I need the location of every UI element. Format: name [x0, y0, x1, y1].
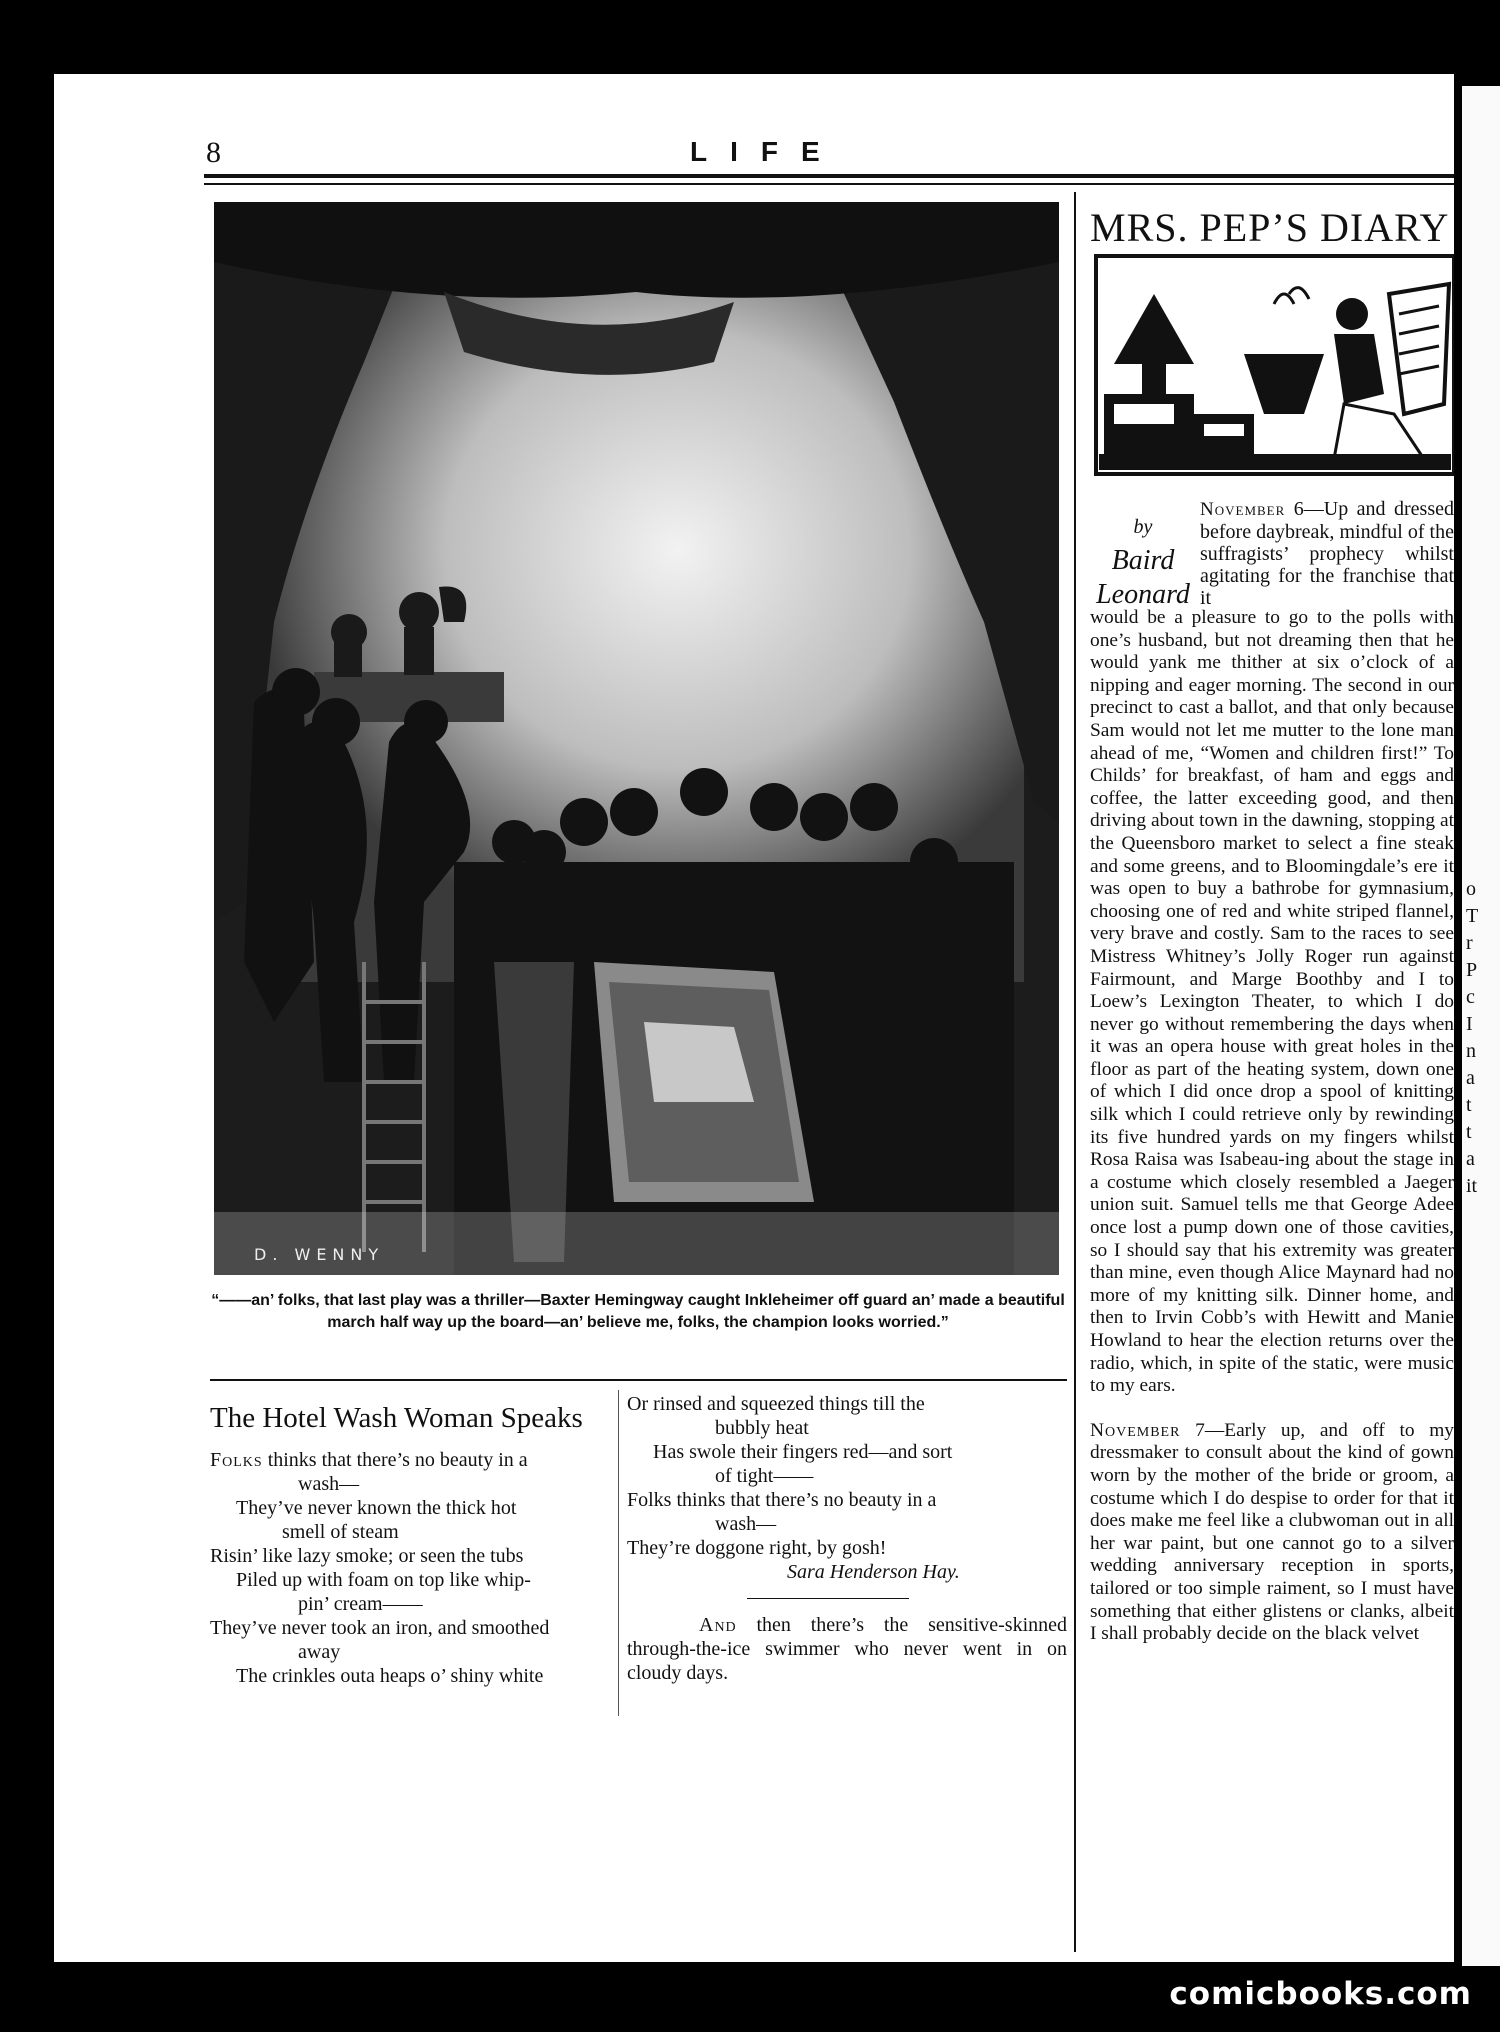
poem-line: They’ve never known the thick hot [236, 1497, 517, 1519]
poem-line: bubbly heat [715, 1417, 809, 1439]
adjacent-page-edge: o T r P c I n a t t a it [1462, 86, 1500, 1966]
poem-line: The crinkles outa heaps o’ shiny white [236, 1665, 544, 1687]
poem-line: Has swole their fingers red—and sort [653, 1441, 953, 1463]
byline-by: by [1133, 516, 1153, 538]
short-divider [747, 1598, 909, 1599]
poem-line: They’re doggone right, by gosh! [627, 1537, 887, 1559]
header-rule-thin [204, 183, 1454, 185]
entry-date-month: November [1090, 1419, 1181, 1441]
entry-date-month: November [1200, 499, 1286, 520]
column-rule [1074, 192, 1076, 1952]
artist-signature: D. WENNY [254, 1245, 385, 1264]
poem-title: The Hotel Wash Woman Speaks [210, 1402, 583, 1434]
author-first-name: Baird [1111, 545, 1175, 576]
diary-body [1090, 607, 1454, 1668]
poem-line: Or rinsed and squeezed things till the [627, 1393, 925, 1415]
diary-entry-opening [1200, 498, 1454, 609]
closing-note: And then there’s the sensitive-skinned through-the-ice swimmer who never went in on cloudy days. [627, 1614, 1067, 1684]
poem-line: Piled up with foam on top like whip- [236, 1569, 531, 1591]
diary-header-illustration [1094, 254, 1454, 476]
entry-date-day: 6— [1285, 498, 1324, 520]
page-number: 8 [206, 136, 221, 169]
byline [1088, 510, 1198, 612]
poem-line: Folks thinks that there’s no beauty in a [210, 1449, 528, 1471]
magazine-page [54, 74, 1454, 1962]
entry-text: Early up, and off to my dressmaker to consult about the kind of gown worn by the mother of the bride or groom, a costume which I do despise to order for that it does make me feel like a clubwoman out in all her war paint, but one cannot go to a silver wedding anniversary reception in sports, tailored or too simple raiment, so I must have something that either glistens or clanks, albeit I shall probably decide on the black velvet [1090, 1419, 1454, 1645]
diary-title: MRS. PEP’S DIARY [1090, 205, 1450, 250]
diary-entry-1: would be a pleasure to go to the polls with one’s husband, but not dreaming then that he would yank me thither at six o’clock of a nipping and eager morning. The second in our precinct to cast a ballot, and that only because Sam would not let me mutter to the lone man ahead of me, “Women and children first!” To Childs’ for breakfast, of ham and eggs and coffee, the latter exceeding good, and then driving about town in the dawning, stopping at the Queensboro market to select a fine steak and some greens, and to Bloomingdale’s ere it was open to buy a bathrobe for gymnasium, choosing one of red and white striped flannel, very brave and costly. Sam to the races to see Mistress Whitney’s Jolly Roger run against Fairmount, and Marge Boothby and I to Loew’s Lexington Theater, to which I do never go without remembering the days when it was an opera house with great holes in the floor as part of the heating system, down one of which I did once drop a spool of knitting silk which I could retrieve only by rewinding its five hundred yards on my fingers whilst Rosa Raisa was Isabeau-ing about the stage in a costume which closely resembled a Jaeger union suit. Samuel tells me that George Adee once lost a pump down one of those cavities, so I should say that his extremity was greater than mine, even though Alice Maynard had no more of my knitting silk. Dinner home, and then to Irvin Cobb’s with Hewitt and Manie Howland to hear the election returns over the radio, which, in spite of the static, were music to my ears. [1090, 607, 1454, 1397]
poem-author: Sara Henderson Hay. [787, 1561, 960, 1583]
poem-left-column [210, 1448, 610, 1688]
poem-line: of tight—— [715, 1465, 814, 1487]
header-rule [204, 174, 1454, 178]
entry-date-day: 7— [1180, 1419, 1225, 1441]
poem-column-rule [618, 1390, 619, 1716]
poem-first-word: Folks [210, 1449, 263, 1471]
author-last-name: Leonard [1096, 579, 1190, 610]
poem-line: Folks thinks that there’s no beauty in a [627, 1489, 937, 1511]
diary-entry-2 [1090, 1420, 1454, 1646]
caption-rule [210, 1379, 1067, 1381]
poem-line: They’ve never took an iron, and smoothed [210, 1617, 550, 1639]
poem-line: smell of steam [282, 1521, 399, 1543]
poem-line: pin’ cream—— [298, 1593, 423, 1615]
illustration-caption: “——an’ folks, that last play was a thriller—Baxter Hemingway caught Inkleheimer off guard an’ made a beautiful march half way up the board—an’ believe me, folks, the champion looks worried.” [211, 1292, 1065, 1331]
poem-line: wash— [298, 1473, 360, 1495]
poem-right-column [627, 1392, 1067, 1685]
magazine-title: LIFE [690, 136, 843, 167]
poem-line: wash— [715, 1513, 777, 1535]
entry-opening-text: Up and dressed before daybreak, mindful of the suffragists’ prophecy whilst agitating for the franchise that it [1200, 498, 1454, 609]
chess-broadcast-illustration [214, 202, 1059, 1275]
poem-line: Risin’ like lazy smoke; or seen the tubs [210, 1545, 524, 1567]
poem-line: away [298, 1641, 341, 1663]
watermark: comicbooks.com [1169, 1976, 1472, 2012]
